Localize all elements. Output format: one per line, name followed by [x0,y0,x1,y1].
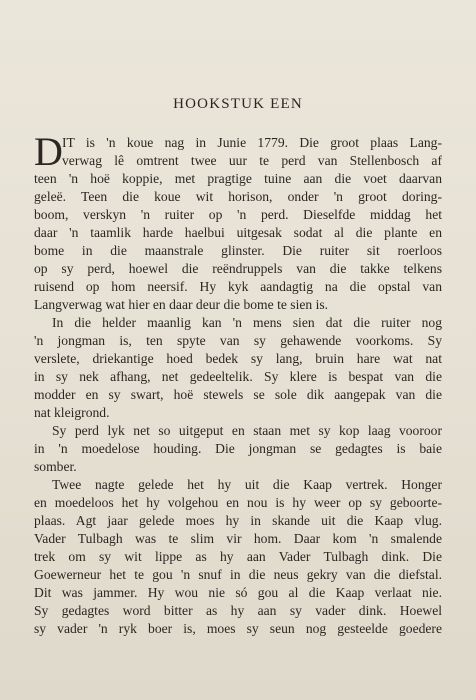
text-line: Twee nagte gelede het hy uit die Kaap vertrek. Honger [52,477,442,492]
chapter-body [34,129,442,638]
drop-cap: D [34,129,63,174]
text-line: ruisend op hom neersif. Hy kyk aandagtig na die opstal van [34,279,442,294]
paragraph [34,422,442,476]
paragraph [34,314,442,422]
text-line: modder en sy swart, hoë stewels se sole dik aangepak van die [34,387,442,402]
text-line: plaas. Agt jaar gelede moes hy in skande uit die Kaap vlug. [34,513,442,528]
text-line: somber. [34,459,77,474]
text-line: Sy perd lyk net so uitgeput en staan met sy kop laag vooroor [52,423,442,438]
text-line: trek om sy wit lippe as hy aan Vader Tulbagh dink. Die [34,549,442,564]
text-line: Vader Tulbagh was te slim vir hom. Daar kom 'n smalende [34,531,442,546]
paragraph [34,129,442,314]
text-line: IT is 'n koue nag in Junie 1779. Die groot plaas Lang- [62,135,442,150]
chapter-heading: HOOKSTUK EEN [173,96,303,112]
text-line: in sy nek afhang, net gedeeltelik. Sy klere is bespat van die [34,369,442,384]
text-line: verslete, driekantige hoed bedek sy lang, bruin hare wat nat [34,351,442,366]
paragraph [34,476,442,638]
text-line: Goewerneur het te gou 'n snuf in die neus gekry van die diefstal. [34,567,442,582]
text-line: in 'n moedelose houding. Die jongman se gedagtes is baie [34,441,442,456]
text-line: en moedeloos het hy volgehou en nou is hy weer op sy geboorte- [34,495,442,510]
text-line: teen 'n hoë koppie, met pragtige tuine aan die voet daarvan [34,171,442,186]
text-line: op sy perd, hoewel die reëndruppels van die takke telkens [34,261,442,276]
text-line: Dit was jammer. Hy wou nie só gou al die Kaap verlaat nie. [34,585,442,600]
text-line: verwag lê omtrent twee uur te perd van Stellenbosch af [62,153,442,168]
text-line: bome in die maanstrale glinster. Die ruiter sit roerloos [34,243,442,258]
text-line: 'n jongman is, ten spyte van sy gehawende voorkoms. Sy [34,333,442,348]
text-line: geleë. Teen die koue wit horison, onder 'n groot doring- [34,189,442,204]
text-line: Langverwag wat hier en daar deur die bome te sien is. [34,297,329,312]
text-line: nat kleigrond. [34,405,110,420]
text-line: daar 'n taamlik harde haelbui uitgesak sodat al die plante en [34,225,442,240]
text-line: sy vader 'n ryk boer is, moes sy seun nog gesteelde goedere [34,621,442,636]
text-line: Sy gedagtes word bitter as hy aan sy vader dink. Hoewel [34,603,442,618]
text-line: In die helder maanlig kan 'n mens sien dat die ruiter nog [52,315,442,330]
text-line: boom, verskyn 'n ruiter op 'n perd. Dieselfde middag het [34,207,442,222]
